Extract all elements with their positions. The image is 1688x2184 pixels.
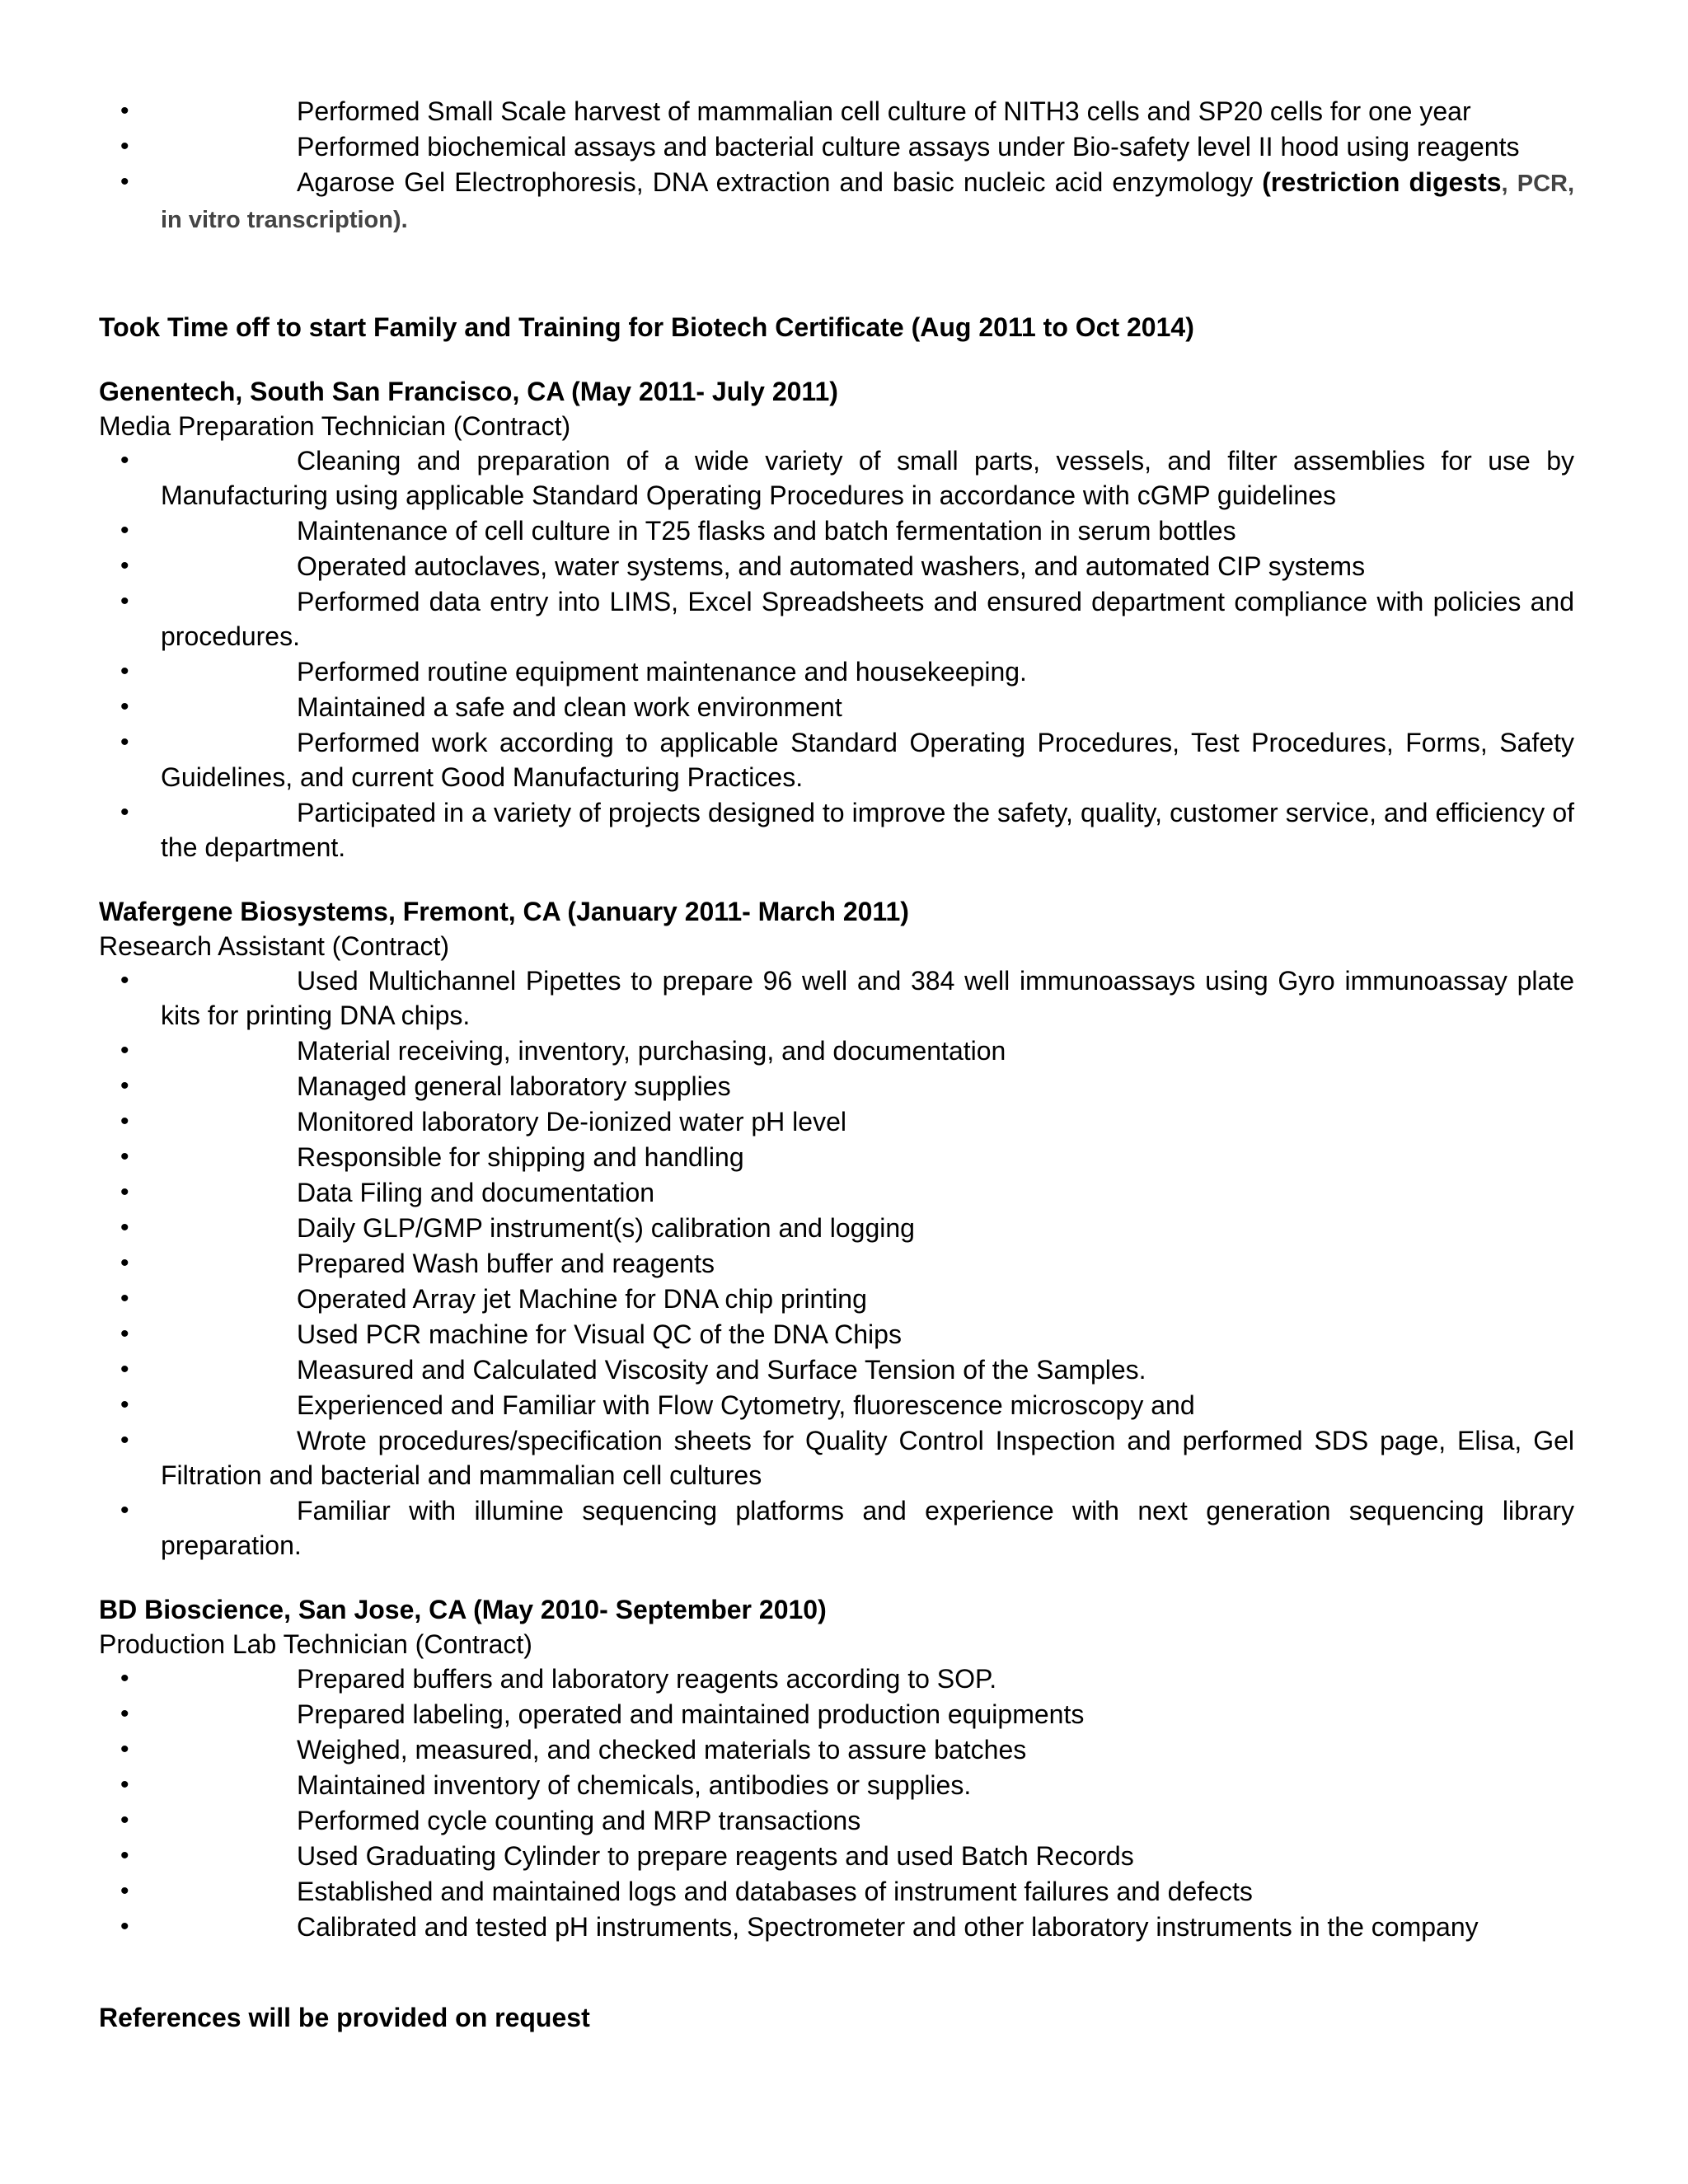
- list-item-text: Wrote procedures/specification sheets for Quality Control Inspection and performed SDS page, Elisa, Gel Filtration and bacterial and mammalian cell cultures: [161, 1426, 1574, 1490]
- bullet-icon: •: [120, 97, 129, 124]
- bullet-icon: •: [120, 1037, 129, 1064]
- list-item-text: Established and maintained logs and databases of instrument failures and defects: [297, 1877, 1253, 1906]
- list-item: [99, 1803, 1574, 1838]
- bullet-icon: •: [120, 1108, 129, 1135]
- list-item: [99, 549, 1574, 583]
- list-item: [99, 1874, 1574, 1909]
- list-item: [99, 1069, 1574, 1104]
- list-item-agarose: • Agarose Gel Electrophoresis, DNA extraction and basic nucleic acid enzymology (restriction digests, PCR, in vitro transcription).: [99, 165, 1574, 237]
- list-item-text: Used PCR machine for Visual QC of the DNA Chips: [297, 1319, 902, 1349]
- genentech-section: [99, 374, 1574, 865]
- bullet-icon: •: [120, 133, 129, 160]
- list-item: [99, 654, 1574, 689]
- bullet-icon: •: [120, 693, 129, 720]
- list-item: [99, 1282, 1574, 1316]
- list-item-text: Monitored laboratory De-ionized water pH level: [297, 1107, 846, 1137]
- list-item: [99, 584, 1574, 654]
- bullet-icon: •: [120, 1913, 129, 1940]
- list-item: [99, 1732, 1574, 1767]
- list-item-text: Prepared labeling, operated and maintained production equipments: [297, 1699, 1085, 1729]
- list-item-text: Calibrated and tested pH instruments, Spectrometer and other laboratory instruments in the company: [297, 1912, 1479, 1942]
- bd-section: [99, 1592, 1574, 1944]
- bullet-icon: •: [120, 1807, 129, 1834]
- resume-page: [99, 94, 1574, 2035]
- list-item: • Performed biochemical assays and bacterial culture assays under Bio-safety level II hood using reagents: [99, 129, 1574, 164]
- list-item-text: Performed work according to applicable Standard Operating Procedures, Test Procedures, Forms, Safety Guidelines, and current Good Manufacturing Practices.: [161, 728, 1574, 792]
- list-item-text: Maintained inventory of chemicals, antibodies or supplies.: [297, 1770, 972, 1800]
- bullet-icon: •: [120, 168, 129, 195]
- top-bullet-list: [99, 94, 1574, 237]
- bullet-icon: •: [120, 1497, 129, 1524]
- list-item-text: Maintained a safe and clean work environment: [297, 692, 842, 722]
- list-item: [99, 1175, 1574, 1210]
- job-heading: Wafergene Biosystems, Fremont, CA (January 2011- March 2011): [99, 897, 909, 926]
- list-item-text: Data Filing and documentation: [297, 1178, 655, 1207]
- bullet-icon: •: [120, 1285, 129, 1312]
- list-item-text: Measured and Calculated Viscosity and Surface Tension of the Samples.: [297, 1355, 1146, 1385]
- list-item: [99, 1246, 1574, 1281]
- list-item: [99, 1033, 1574, 1068]
- list-item: [99, 1493, 1574, 1563]
- list-item-text: Operated Array jet Machine for DNA chip printing: [297, 1284, 867, 1314]
- list-item: [99, 1768, 1574, 1802]
- job-role: Research Assistant (Contract): [99, 931, 450, 961]
- bullet-icon: •: [120, 658, 129, 685]
- list-item-text: Familiar with illumine sequencing platforms and experience with next generation sequencing library preparation.: [161, 1496, 1574, 1560]
- list-item: [99, 1388, 1574, 1422]
- list-item-text: Used Multichannel Pipettes to prepare 96 well and 384 well immunoassays using Gyro immunoassay plate kits for printing DNA chips.: [161, 966, 1574, 1030]
- bullet-icon: •: [120, 1842, 129, 1869]
- bullet-icon: •: [120, 1179, 129, 1206]
- list-item-text: Maintenance of cell culture in T25 flasks and batch fermentation in serum bottles: [297, 516, 1236, 546]
- list-item: [99, 690, 1574, 724]
- bullet-icon: •: [120, 1427, 129, 1454]
- list-item-text: Weighed, measured, and checked materials to assure batches: [297, 1735, 1027, 1765]
- list-item-text: Daily GLP/GMP instrument(s) calibration and logging: [297, 1213, 915, 1243]
- bullet-icon: •: [120, 1249, 129, 1277]
- job-heading: BD Bioscience, San Jose, CA (May 2010- September 2010): [99, 1595, 827, 1624]
- list-item: [99, 443, 1574, 513]
- bullet-icon: •: [120, 1320, 129, 1347]
- list-item-text: Participated in a variety of projects designed to improve the safety, quality, customer service, and efficiency of the department.: [161, 798, 1574, 862]
- job-role: Production Lab Technician (Contract): [99, 1629, 532, 1659]
- job-heading: Genentech, South San Francisco, CA (May 2011- July 2011): [99, 377, 838, 406]
- list-item-text: Experienced and Familiar with Flow Cytometry, fluorescence microscopy and: [297, 1390, 1195, 1420]
- list-item: [99, 795, 1574, 865]
- bullet-icon: •: [120, 517, 129, 544]
- list-item: • Performed Small Scale harvest of mammalian cell culture of NITH3 cells and SP20 cells for one year: [99, 94, 1574, 129]
- bullet-icon: •: [120, 1877, 129, 1905]
- bullet-icon: •: [120, 1214, 129, 1241]
- list-item-text: Performed cycle counting and MRP transactions: [297, 1806, 861, 1835]
- list-item-text: Prepared Wash buffer and reagents: [297, 1249, 715, 1278]
- bullet-icon: •: [120, 967, 129, 994]
- bd-duties-list: [99, 1661, 1574, 1944]
- list-item: [99, 1352, 1574, 1387]
- list-item-text: Performed routine equipment maintenance and housekeeping.: [297, 657, 1027, 687]
- list-item: [99, 1104, 1574, 1139]
- list-item: [99, 1910, 1574, 1944]
- list-item: [99, 1317, 1574, 1352]
- list-item: [99, 1661, 1574, 1696]
- list-item: [99, 1839, 1574, 1873]
- wafergene-duties-list: [99, 963, 1574, 1563]
- list-item-text: Operated autoclaves, water systems, and automated washers, and automated CIP systems: [297, 551, 1366, 581]
- list-item: [99, 1697, 1574, 1732]
- career-break-heading: Took Time off to start Family and Training for Biotech Certificate (Aug 2011 to Oct 2014): [99, 312, 1194, 342]
- bullet-icon: •: [120, 1665, 129, 1692]
- list-item: [99, 1423, 1574, 1493]
- bullet-icon: •: [120, 588, 129, 615]
- bullet-icon: •: [120, 1356, 129, 1383]
- list-item: [99, 1211, 1574, 1245]
- bullet-icon: •: [120, 447, 129, 474]
- bullet-icon: •: [120, 1736, 129, 1763]
- bullet-icon: •: [120, 1700, 129, 1727]
- list-item-text: Managed general laboratory supplies: [297, 1071, 731, 1101]
- bullet-icon: •: [120, 1143, 129, 1170]
- wafergene-section: [99, 894, 1574, 1563]
- list-item: [99, 963, 1574, 1033]
- bullet-icon: •: [120, 729, 129, 756]
- bullet-icon: •: [120, 799, 129, 826]
- list-item: [99, 1140, 1574, 1174]
- list-item-text: Material receiving, inventory, purchasing, and documentation: [297, 1036, 1006, 1066]
- references-note: References will be provided on request: [99, 2003, 590, 2032]
- genentech-duties-list: [99, 443, 1574, 865]
- list-item-text: Responsible for shipping and handling: [297, 1142, 744, 1172]
- list-item: [99, 513, 1574, 548]
- bullet-icon: •: [120, 1391, 129, 1418]
- list-item-text: Prepared buffers and laboratory reagents according to SOP.: [297, 1664, 997, 1694]
- list-item-text: Performed data entry into LIMS, Excel Spreadsheets and ensured department compliance with policies and procedures.: [161, 587, 1574, 651]
- bullet-icon: •: [120, 1771, 129, 1798]
- bullet-icon: •: [120, 1072, 129, 1099]
- list-item-text: Cleaning and preparation of a wide variety of small parts, vessels, and filter assemblies for use by Manufacturing using applicable Standard Operating Procedures in accordance with cGMP guidelines: [161, 446, 1574, 510]
- list-item-text: Used Graduating Cylinder to prepare reagents and used Batch Records: [297, 1841, 1134, 1871]
- bullet-icon: •: [120, 552, 129, 579]
- list-item: [99, 725, 1574, 794]
- job-role: Media Preparation Technician (Contract): [99, 411, 571, 441]
